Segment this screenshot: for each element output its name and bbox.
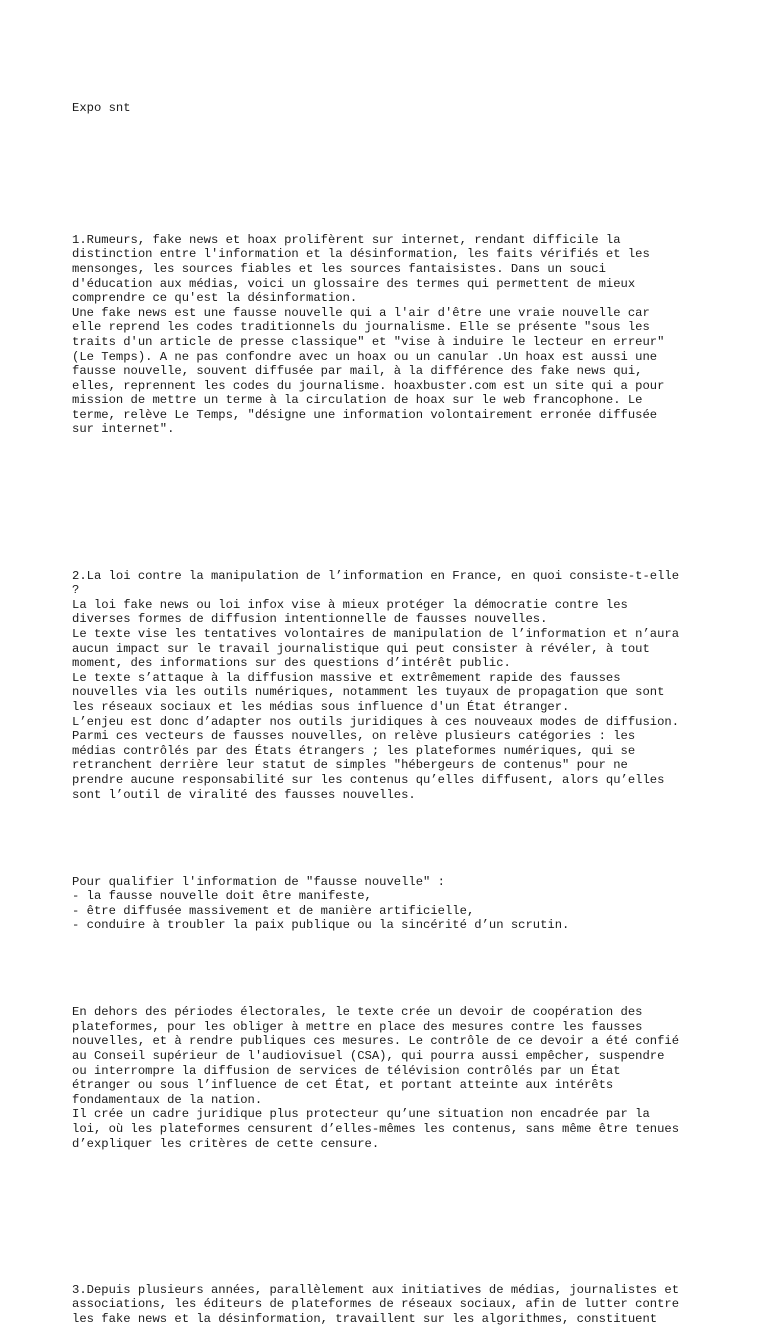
section-2-intro xyxy=(72,569,712,803)
text-line: - conduire à troubler la paix publique ou la sincérité d’un scrutin. xyxy=(72,918,570,933)
section-3 xyxy=(72,1283,712,1327)
text-line: au Conseil supérieur de l'audiovisuel (CSA), qui pourra aussi empêcher, suspendre xyxy=(72,1049,665,1064)
text-line: 3.Depuis plusieurs années, parallèlement aux initiatives de médias, journalistes et xyxy=(72,1282,680,1297)
text-line: retranchent derrière leur statut de simples "hébergeurs de contenus" pour ne xyxy=(72,758,628,773)
text-line: d’expliquer les critères de cette censure. xyxy=(72,1136,380,1151)
text-line: d'éducation aux médias, voici un glossaire des termes qui permettent de mieux xyxy=(72,276,636,291)
text-line: loi, où les plateformes censurent d’elles-mêmes les contenus, sans même être tenues xyxy=(72,1122,680,1136)
text-line: les fake news et la désinformation, travaillent sur les algorithmes, constituent xyxy=(72,1311,658,1326)
section-2-criteria xyxy=(72,875,712,933)
section-1 xyxy=(72,233,712,437)
text-line: 2.La loi contre la manipulation de l’information en France, en quoi consiste-t-elle xyxy=(72,568,680,583)
text-line: En dehors des périodes électorales, le texte crée un devoir de coopération des xyxy=(72,1005,643,1020)
text-line: moment, des informations sur des questions d’intérêt public. xyxy=(72,656,511,671)
text-line: médias contrôlés par des États étrangers ; les plateformes numériques, qui se xyxy=(72,743,636,758)
text-line: Le texte s’attaque à la diffusion massive et extrêmement rapide des fausses xyxy=(72,670,621,685)
text-line: fondamentaux de la nation. xyxy=(72,1092,263,1107)
text-line: ? xyxy=(72,583,80,598)
text-line: mensonges, les sources fiables et les sources fantaisistes. Dans un souci xyxy=(72,261,606,276)
text-line: Une fake news est une fausse nouvelle qui a l'air d'être une vraie nouvelle car xyxy=(72,305,650,320)
text-line: La loi fake news ou loi infox vise à mieux protéger la démocratie contre les xyxy=(72,597,628,612)
text-line: elle reprend les codes traditionnels du journalisme. Elle se présente "sous les xyxy=(72,320,650,335)
text-line: Le texte vise les tentatives volontaires de manipulation de l’information et n’aura xyxy=(72,627,680,641)
text-line: - être diffusée massivement et de manière artificielle, xyxy=(72,903,475,918)
text-line: elles, reprennent les codes du journalisme. hoaxbuster.com est un site qui a pour xyxy=(72,378,665,393)
document-page xyxy=(72,72,712,1341)
text-line: diverses formes de diffusion intentionnelle de fausses nouvelles. xyxy=(72,612,548,627)
text-line: sont l’outil de viralité des fausses nouvelles. xyxy=(72,787,416,802)
text-line: - la fausse nouvelle doit être manifeste, xyxy=(72,889,372,904)
text-line: les réseaux sociaux et les médias sous influence d'un État étranger. xyxy=(72,699,570,714)
text-line: (Le Temps). A ne pas confondre avec un hoax ou un canular .Un hoax est aussi une xyxy=(72,349,658,364)
text-line: nouvelles, et à rendre publiques ces mesures. Le contrôle de ce devoir a été confié xyxy=(72,1034,680,1049)
text-line: comprendre ce qu'est la désinformation. xyxy=(72,291,358,306)
text-line: prendre aucune responsabilité sur les contenus qu’elles diffusent, alors qu’elles xyxy=(72,772,665,787)
text-line: aucun impact sur le travail journalistique qui peut consister à révéler, à tout xyxy=(72,641,650,656)
document-title: Expo snt xyxy=(72,101,131,116)
text-line: distinction entre l'information et la désinformation, les faits vérifiés et les xyxy=(72,247,650,262)
text-line: L’enjeu est donc d’adapter nos outils juridiques à ces nouveaux modes de diffusion. xyxy=(72,714,680,729)
text-line: associations, les éditeurs de plateformes de réseaux sociaux, afin de lutter contre xyxy=(72,1297,680,1312)
section-2-cooperation xyxy=(72,1005,712,1151)
text-line: fausse nouvelle, souvent diffusée par mail, à la différence des fake news qui, xyxy=(72,364,643,379)
text-line: Il crée un cadre juridique plus protecteur qu’une situation non encadrée par la xyxy=(72,1107,650,1122)
text-line: Parmi ces vecteurs de fausses nouvelles, on relève plusieurs catégories : les xyxy=(72,729,636,744)
text-line: nouvelles via les outils numériques, notamment les tuyaux de propagation que sont xyxy=(72,685,665,700)
text-line: terme, relève Le Temps, "désigne une information volontairement erronée diffusée xyxy=(72,407,658,422)
text-line: Pour qualifier l'information de "fausse nouvelle" : xyxy=(72,874,445,889)
text-line: plateformes, pour les obliger à mettre en place des mesures contre les fausses xyxy=(72,1019,643,1034)
text-line: 1.Rumeurs, fake news et hoax prolifèrent sur internet, rendant difficile la xyxy=(72,232,621,247)
text-line: étranger ou sous l’influence de cet État, et portant atteinte aux intérêts xyxy=(72,1078,614,1093)
text-line: mission de mettre un terme à la circulation de hoax sur le web francophone. Le xyxy=(72,393,643,408)
text-line: sur internet". xyxy=(72,422,175,437)
text-line: traits d'un article de presse classique" et "vise à induire le lecteur en erreur" xyxy=(72,334,665,349)
text-line: ou interrompre la diffusion de services de télévision contrôlés par un État xyxy=(72,1063,621,1078)
